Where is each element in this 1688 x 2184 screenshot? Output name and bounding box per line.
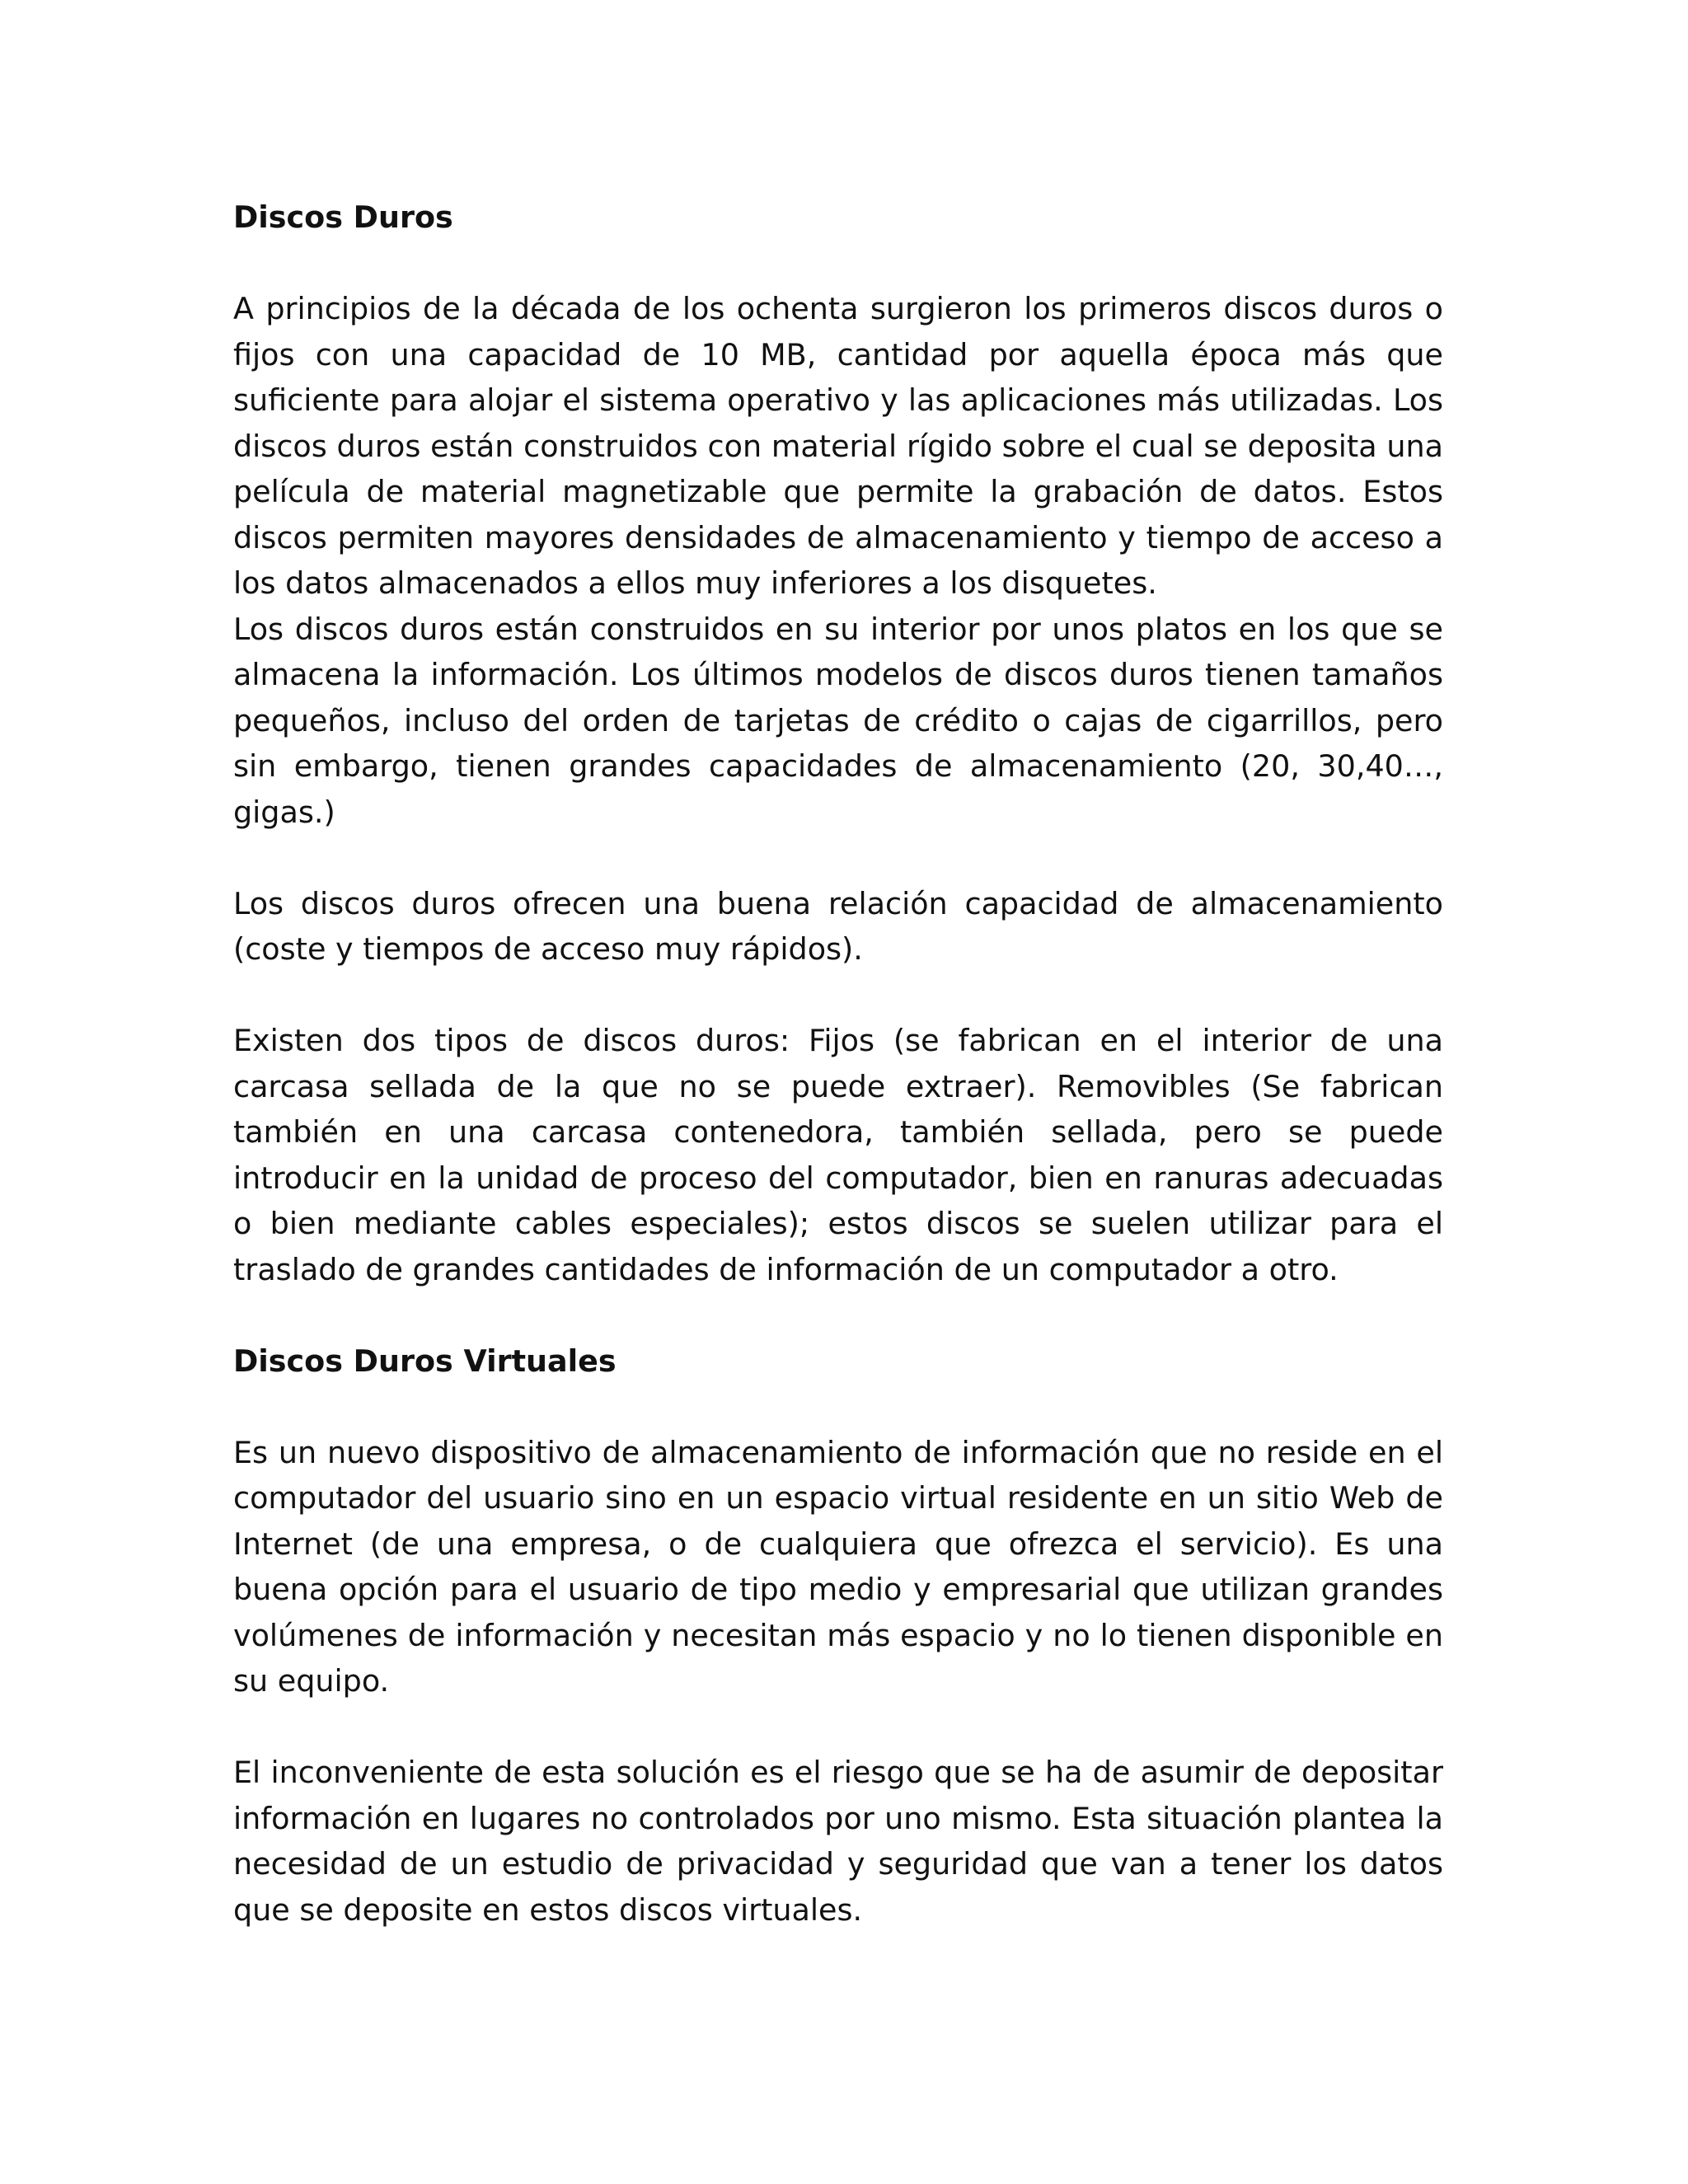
spacer [233, 1704, 1443, 1750]
section-heading-discos-duros: Discos Duros [233, 199, 453, 235]
spacer [233, 972, 1443, 1019]
paragraph-history: A principios de la década de los ochenta surgieron los primeros discos duros o fijos con una capacidad de 10 MB, cantidad por aquella época más que suficiente para alojar el sistema operativo y las aplicaciones más utilizadas. Los discos duros están construidos con material rígido sobre el cual se deposita una película de material magnetizable que permite la grabación de datos. Estos discos permiten mayores densidades de almacenamiento y tiempo de acceso a los datos almacenados a ellos muy inferiores a los disquetes. [233, 291, 1443, 601]
spacer [233, 1292, 1443, 1338]
paragraph-capacity-relation: Los discos duros ofrecen una buena relación capacidad de almacenamiento (coste y tiempos de acceso muy rápidos). [233, 885, 1443, 967]
spacer [233, 1384, 1443, 1430]
paragraph-virtual-drawback: El inconveniente de esta solución es el riesgo que se ha de asumir de depositar información en lugares no controlados por uno mismo. Esta situación plantea la necesidad de un estudio de privacidad y seguridad que van a tener los datos que se deposite en estos discos virtuales. [233, 1755, 1443, 1928]
section-heading-discos-duros-virtuales: Discos Duros Virtuales [233, 1343, 617, 1379]
document-body [233, 194, 1443, 1933]
spacer [233, 835, 1443, 881]
paragraph-virtual-definition: Es un nuevo dispositivo de almacenamiento de información que no reside en el computador del usuario sino en un espacio virtual residente en un sitio Web de Internet (de una empresa, o de cualquiera que ofrezca el servicio). Es una buena opción para el usuario de tipo medio y empresarial que utilizan grandes volúmenes de información y necesitan más espacio y no lo tienen disponible en su equipo. [233, 1434, 1443, 1699]
paragraph-types: Existen dos tipos de discos duros: Fijos (se fabrican en el interior de una carcasa sellada de la que no se puede extraer). Removibles (Se fabrican también en una carcasa contenedora, también sellada, pero se puede introducir en la unidad de proceso del computador, bien en ranuras adecuadas o bien mediante cables especiales); estos discos se suelen utilizar para el traslado de grandes cantidades de información de un computador a otro. [233, 1023, 1443, 1287]
paragraph-platters: Los discos duros están construidos en su interior por unos platos en los que se almacena la información. Los últimos modelos de discos duros tienen tamaños pequeños, incluso del orden de tarjetas de crédito o cajas de cigarrillos, pero sin embargo, tienen grandes capacidades de almacenamiento (20, 30,40…, gigas.) [233, 611, 1443, 830]
spacer [233, 241, 1443, 287]
